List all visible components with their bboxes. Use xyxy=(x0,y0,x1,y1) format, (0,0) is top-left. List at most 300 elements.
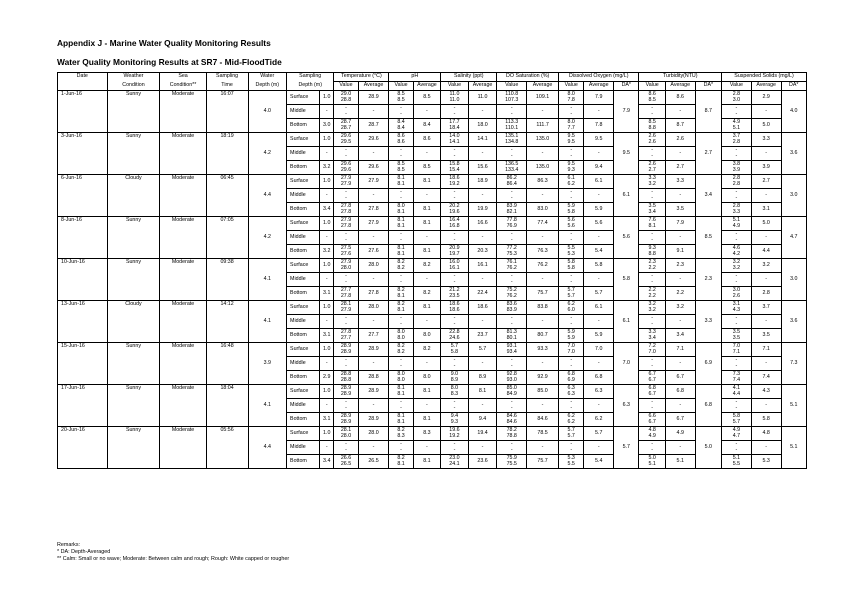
temperature-average: 28.0 xyxy=(358,259,389,273)
turbidity-values-reading-1: 9.3 xyxy=(648,244,656,251)
suspended-solids-average: 4.8 xyxy=(751,427,781,441)
do-saturation-values xyxy=(497,343,527,357)
do-saturation-values-reading-1: - xyxy=(510,104,513,111)
depth-level-cell: Middle xyxy=(287,399,320,413)
ph-values-reading-1: - xyxy=(400,146,402,153)
dissolved-oxygen-values-reading-2: - xyxy=(570,278,573,285)
sampling-time-cell: 18:04 xyxy=(206,385,248,427)
salinity-values-reading-2: 16.8 xyxy=(449,222,460,229)
dissolved-oxygen-values xyxy=(559,175,584,189)
do-saturation-values xyxy=(497,147,527,161)
ph-values-reading-1: 8.4 xyxy=(397,118,405,125)
dissolved-oxygen-values-reading-1: - xyxy=(570,398,573,405)
ph-values xyxy=(389,413,413,427)
salinity-average: 16.6 xyxy=(468,217,497,231)
turbidity-average: 2.7 xyxy=(665,161,695,175)
suspended-solids-values xyxy=(722,385,752,399)
ph-values-reading-1: 8.0 xyxy=(397,202,405,209)
salinity-average: - xyxy=(468,399,497,413)
dissolved-oxygen-values xyxy=(559,133,584,147)
turbidity-values xyxy=(639,189,665,203)
dissolved-oxygen-da: 7.0 xyxy=(614,343,639,385)
suspended-solids-values-reading-1: - xyxy=(735,104,738,111)
turbidity-da: 5.0 xyxy=(695,427,721,469)
ph-values xyxy=(389,91,413,105)
ph-values xyxy=(389,343,413,357)
turbidity-values-reading-2: 3.2 xyxy=(648,180,656,187)
dissolved-oxygen-average: - xyxy=(584,273,614,287)
dissolved-oxygen-values xyxy=(559,329,584,343)
suspended-solids-values xyxy=(722,413,752,427)
water-depth-cell: 3.9 xyxy=(248,343,287,385)
temperature-values-reading-2: 28.9 xyxy=(340,390,352,397)
salinity-average: 8.1 xyxy=(468,385,497,399)
do-saturation-values-reading-2: 75.5 xyxy=(506,460,517,467)
temperature-values xyxy=(334,203,358,217)
turbidity-values-reading-1: - xyxy=(651,272,654,279)
sampling-depth-cell: 1.0 xyxy=(320,91,334,105)
suspended-solids-values xyxy=(722,455,752,469)
depth-level-cell: Surface xyxy=(287,133,320,147)
dissolved-oxygen-values-reading-1: - xyxy=(570,272,573,279)
suspended-solids-values-reading-1: - xyxy=(735,314,738,321)
ph-values xyxy=(389,189,413,203)
ph-values-reading-2: - xyxy=(400,320,402,327)
turbidity-average: 3.3 xyxy=(665,175,695,189)
turbidity-average: 2.2 xyxy=(665,287,695,301)
do-saturation-average: - xyxy=(527,357,559,371)
temperature-values xyxy=(334,259,358,273)
dissolved-oxygen-average: - xyxy=(584,105,614,119)
dissolved-oxygen-values-reading-1: 5.9 xyxy=(567,202,575,209)
temperature-average: 27.8 xyxy=(358,287,389,301)
salinity-values xyxy=(441,357,469,371)
dissolved-oxygen-da: 7.9 xyxy=(614,91,639,133)
do-saturation-values-reading-1: 75.2 xyxy=(506,286,517,293)
suspended-solids-values-reading-1: 2.8 xyxy=(732,174,741,181)
temperature-values-reading-1: 27.9 xyxy=(340,216,352,223)
ph-values xyxy=(389,231,413,245)
salinity-average: - xyxy=(468,273,497,287)
suspended-solids-values xyxy=(722,245,752,259)
suspended-solids-values-reading-2: - xyxy=(735,110,738,117)
suspended-solids-values-reading-2: 2.8 xyxy=(732,138,741,145)
salinity-values xyxy=(441,315,469,329)
suspended-solids-values-reading-2: - xyxy=(735,236,738,243)
suspended-solids-average: 2.9 xyxy=(751,91,781,105)
temperature-average: 26.5 xyxy=(358,455,389,469)
do-saturation-average: 77.4 xyxy=(527,217,559,231)
do-saturation-values-reading-2: - xyxy=(510,404,513,411)
suspended-solids-values xyxy=(722,217,752,231)
salinity-average: - xyxy=(468,441,497,455)
temperature-values xyxy=(334,119,358,133)
suspended-solids-average: 5.3 xyxy=(751,455,781,469)
temperature-values-reading-2: - xyxy=(345,404,347,411)
suspended-solids-average: 3.5 xyxy=(751,329,781,343)
ph-values-reading-1: 8.5 xyxy=(397,90,405,97)
salinity-average: 11.0 xyxy=(468,91,497,105)
suspended-solids-average: 4.3 xyxy=(751,385,781,399)
salinity-values-reading-1: - xyxy=(453,230,456,237)
do-saturation-average: - xyxy=(527,315,559,329)
ph-average: - xyxy=(413,399,441,413)
sampling-depth-cell: 3.2 xyxy=(320,161,334,175)
salinity-values-reading-1: 23.0 xyxy=(449,454,460,461)
temperature-average: 28.8 xyxy=(358,371,389,385)
temperature-average: 27.6 xyxy=(358,245,389,259)
turbidity-values-reading-1: 2.2 xyxy=(648,286,656,293)
do-saturation-average: 92.9 xyxy=(527,371,559,385)
suspended-solids-values-reading-2: 3.9 xyxy=(732,166,741,173)
do-saturation-values xyxy=(497,455,527,469)
ph-values xyxy=(389,315,413,329)
suspended-solids-values xyxy=(722,427,752,441)
salinity-average: 23.6 xyxy=(468,455,497,469)
suspended-solids-values-reading-2: 2.8 xyxy=(732,180,741,187)
dissolved-oxygen-values-reading-2: 5.9 xyxy=(567,334,575,341)
temperature-average: 27.7 xyxy=(358,329,389,343)
sea-condition-cell: Moderate xyxy=(160,385,206,427)
ph-values xyxy=(389,441,413,455)
do-saturation-average: - xyxy=(527,231,559,245)
dissolved-oxygen-average: 6.1 xyxy=(584,175,614,189)
turbidity-values xyxy=(639,371,665,385)
do-saturation-values xyxy=(497,371,527,385)
header-average: Average xyxy=(468,82,497,91)
table-row xyxy=(58,259,807,273)
turbidity-average: 3.5 xyxy=(665,203,695,217)
turbidity-values-reading-2: - xyxy=(651,404,654,411)
do-saturation-values xyxy=(497,315,527,329)
temperature-values xyxy=(334,427,358,441)
depth-level-cell: Middle xyxy=(287,189,320,203)
dissolved-oxygen-values-reading-1: - xyxy=(570,356,573,363)
salinity-values-reading-1: 20.9 xyxy=(449,244,460,251)
temperature-values-reading-2: 28.8 xyxy=(340,96,352,103)
turbidity-values xyxy=(639,147,665,161)
salinity-values xyxy=(441,119,469,133)
dissolved-oxygen-average: - xyxy=(584,441,614,455)
do-saturation-values-reading-1: 113.3 xyxy=(505,118,519,125)
turbidity-values-reading-2: 2.7 xyxy=(648,166,656,173)
temperature-values xyxy=(334,357,358,371)
ph-average: 8.1 xyxy=(413,413,441,427)
ph-average: - xyxy=(413,441,441,455)
turbidity-values-reading-1: - xyxy=(651,314,654,321)
weather-cell: Sunny xyxy=(107,343,160,385)
dissolved-oxygen-da: 6.3 xyxy=(614,385,639,427)
temperature-values-reading-1: 28.1 xyxy=(340,300,352,307)
dissolved-oxygen-values xyxy=(559,231,584,245)
ph-average: 8.1 xyxy=(413,455,441,469)
dissolved-oxygen-values-reading-2: 6.2 xyxy=(567,180,575,187)
suspended-solids-values-reading-1: 3.8 xyxy=(732,160,741,167)
remarks-note-sea: ** Calm: Small or no wave; Moderate: Between calm and rough; Rough: White capped or rougher xyxy=(57,556,290,562)
temperature-values-reading-1: - xyxy=(345,146,347,153)
remarks-heading: Remarks: xyxy=(57,542,81,548)
turbidity-da: 8.5 xyxy=(695,217,721,259)
ph-values xyxy=(389,245,413,259)
ph-values xyxy=(389,105,413,119)
depth-level-cell: Bottom xyxy=(287,455,320,469)
do-saturation-values-reading-1: - xyxy=(510,230,513,237)
temperature-values-reading-2: 27.8 xyxy=(340,222,352,229)
do-saturation-values-reading-2: 75.3 xyxy=(506,250,517,257)
turbidity-values-reading-1: - xyxy=(651,230,654,237)
ph-values-reading-2: 8.1 xyxy=(397,180,405,187)
temperature-values-reading-2: - xyxy=(345,278,347,285)
dissolved-oxygen-values-reading-1: - xyxy=(570,104,573,111)
header-da: DA* xyxy=(614,82,639,91)
ph-values-reading-2: 8.5 xyxy=(397,166,405,173)
temperature-average: - xyxy=(358,399,389,413)
do-saturation-values-reading-1: 83.6 xyxy=(506,300,517,307)
sampling-depth-cell: 3.4 xyxy=(320,203,334,217)
header-sampling-depth: Sampling xyxy=(287,73,334,82)
dissolved-oxygen-values-reading-1: 7.0 xyxy=(567,342,575,349)
water-depth-cell: 4.2 xyxy=(248,133,287,175)
dissolved-oxygen-values xyxy=(559,413,584,427)
dissolved-oxygen-values-reading-2: - xyxy=(570,236,573,243)
salinity-values-reading-2: - xyxy=(453,110,456,117)
ph-values-reading-1: 8.2 xyxy=(397,454,405,461)
turbidity-values-reading-2: 7.0 xyxy=(648,348,656,355)
sampling-depth-cell: - xyxy=(320,147,334,161)
do-saturation-values-reading-1: - xyxy=(510,272,513,279)
suspended-solids-values-reading-1: 4.6 xyxy=(732,244,741,251)
depth-level-cell: Middle xyxy=(287,147,320,161)
suspended-solids-values-reading-1: 5.1 xyxy=(732,216,741,223)
temperature-values xyxy=(334,105,358,119)
dissolved-oxygen-average: 6.8 xyxy=(584,371,614,385)
temperature-values-reading-1: 27.8 xyxy=(340,202,352,209)
table-row xyxy=(58,175,807,189)
ph-average: 8.0 xyxy=(413,329,441,343)
depth-level-cell: Bottom xyxy=(287,203,320,217)
ph-average: 8.5 xyxy=(413,161,441,175)
turbidity-values-reading-2: 8.5 xyxy=(648,96,656,103)
temperature-values-reading-2: 29.6 xyxy=(340,166,352,173)
ph-values xyxy=(389,301,413,315)
suspended-solids-da: 3.0 xyxy=(781,259,806,301)
turbidity-da: 3.4 xyxy=(695,175,721,217)
salinity-values-reading-1: 22.8 xyxy=(449,328,460,335)
do-saturation-values xyxy=(497,91,527,105)
suspended-solids-values xyxy=(722,371,752,385)
sampling-depth-cell: 3.1 xyxy=(320,329,334,343)
ph-values xyxy=(389,119,413,133)
turbidity-values-reading-2: - xyxy=(651,194,654,201)
sampling-depth-cell: 3.2 xyxy=(320,245,334,259)
turbidity-average: 8.6 xyxy=(665,91,695,105)
do-saturation-values xyxy=(497,189,527,203)
weather-cell: Cloudy xyxy=(107,301,160,343)
do-saturation-values xyxy=(497,231,527,245)
ph-values xyxy=(389,385,413,399)
temperature-values-reading-2: - xyxy=(345,236,347,243)
ph-values-reading-2: 8.1 xyxy=(397,250,405,257)
do-saturation-values-reading-2: - xyxy=(510,236,513,243)
dissolved-oxygen-values-reading-2: 5.7 xyxy=(567,292,575,299)
ph-values-reading-1: 8.5 xyxy=(397,160,405,167)
do-saturation-values xyxy=(497,385,527,399)
temperature-average: 29.6 xyxy=(358,133,389,147)
temperature-values xyxy=(334,385,358,399)
do-saturation-values xyxy=(497,287,527,301)
salinity-values-reading-2: 8.3 xyxy=(450,390,459,397)
dissolved-oxygen-values-reading-2: - xyxy=(570,152,573,159)
date-cell: 13-Jun-16 xyxy=(58,301,108,343)
suspended-solids-da: 3.6 xyxy=(781,301,806,343)
depth-level-cell: Bottom xyxy=(287,329,320,343)
do-saturation-values xyxy=(497,175,527,189)
suspended-solids-values xyxy=(722,329,752,343)
dissolved-oxygen-values xyxy=(559,385,584,399)
temperature-values-reading-1: 27.8 xyxy=(340,328,352,335)
ph-values-reading-1: 8.1 xyxy=(397,244,405,251)
salinity-values-reading-2: 14.1 xyxy=(449,138,460,145)
do-saturation-values-reading-1: 83.9 xyxy=(506,202,517,209)
do-saturation-values-reading-2: 84.6 xyxy=(506,418,517,425)
salinity-values-reading-2: - xyxy=(453,362,456,369)
ph-values-reading-1: - xyxy=(400,188,402,195)
turbidity-values xyxy=(639,175,665,189)
suspended-solids-values xyxy=(722,105,752,119)
temperature-average: 28.9 xyxy=(358,343,389,357)
temperature-average: 27.8 xyxy=(358,203,389,217)
temperature-values-reading-1: 27.9 xyxy=(340,174,352,181)
dissolved-oxygen-values xyxy=(559,217,584,231)
suspended-solids-values-reading-2: - xyxy=(735,446,738,453)
turbidity-values xyxy=(639,329,665,343)
salinity-values-reading-2: 23.5 xyxy=(449,292,460,299)
suspended-solids-average: - xyxy=(751,105,781,119)
turbidity-values xyxy=(639,399,665,413)
turbidity-values xyxy=(639,161,665,175)
do-saturation-values xyxy=(497,119,527,133)
turbidity-values-reading-1: 3.5 xyxy=(648,202,656,209)
date-cell: 6-Jun-16 xyxy=(58,175,108,217)
salinity-average: 5.7 xyxy=(468,343,497,357)
ph-values-reading-2: 8.6 xyxy=(397,138,405,145)
depth-level-cell: Middle xyxy=(287,273,320,287)
sampling-depth-cell: 1.0 xyxy=(320,259,334,273)
suspended-solids-values xyxy=(722,343,752,357)
turbidity-average: - xyxy=(665,315,695,329)
dissolved-oxygen-average: 5.8 xyxy=(584,259,614,273)
header-row-2 xyxy=(58,82,807,91)
sampling-time-cell: 07:05 xyxy=(206,217,248,259)
dissolved-oxygen-average: 5.9 xyxy=(584,203,614,217)
header-sea-2: Condition** xyxy=(160,82,206,91)
dissolved-oxygen-values-reading-1: 5.6 xyxy=(567,216,575,223)
suspended-solids-values-reading-1: 5.8 xyxy=(732,412,741,419)
salinity-values-reading-2: - xyxy=(453,152,456,159)
salinity-values xyxy=(441,203,469,217)
weather-cell: Sunny xyxy=(107,217,160,259)
turbidity-values xyxy=(639,357,665,371)
temperature-values-reading-2: - xyxy=(345,362,347,369)
suspended-solids-values-reading-2: 5.5 xyxy=(732,460,741,467)
salinity-values-reading-1: - xyxy=(453,104,456,111)
ph-average: 8.4 xyxy=(413,119,441,133)
depth-level-cell: Middle xyxy=(287,315,320,329)
remarks xyxy=(57,542,289,563)
suspended-solids-values-reading-2: 5.1 xyxy=(732,124,741,131)
salinity-values xyxy=(441,175,469,189)
temperature-average: 28.9 xyxy=(358,385,389,399)
weather-cell: Sunny xyxy=(107,133,160,175)
ph-values-reading-2: 8.5 xyxy=(397,96,405,103)
salinity-values xyxy=(441,427,469,441)
ph-values-reading-1: - xyxy=(400,398,402,405)
suspended-solids-values-reading-1: 2.8 xyxy=(732,202,741,209)
temperature-values-reading-2: 28.0 xyxy=(340,432,352,439)
turbidity-values-reading-1: 6.6 xyxy=(648,412,656,419)
temperature-values xyxy=(334,133,358,147)
dissolved-oxygen-values-reading-2: 7.7 xyxy=(567,124,575,131)
depth-level-cell: Surface xyxy=(287,385,320,399)
suspended-solids-values-reading-1: 4.9 xyxy=(732,426,741,433)
temperature-values xyxy=(334,273,358,287)
do-saturation-values xyxy=(497,217,527,231)
turbidity-values xyxy=(639,287,665,301)
header-date-blank xyxy=(58,82,108,91)
turbidity-values-reading-2: - xyxy=(651,446,654,453)
sampling-depth-cell: 1.0 xyxy=(320,343,334,357)
ph-values-reading-1: 8.1 xyxy=(397,174,405,181)
sea-condition-cell: Moderate xyxy=(160,175,206,217)
temperature-average: 28.9 xyxy=(358,413,389,427)
suspended-solids-values xyxy=(722,189,752,203)
salinity-values-reading-1: 16.0 xyxy=(449,258,460,265)
turbidity-values-reading-1: 6.8 xyxy=(648,384,656,391)
header-sea: Sea xyxy=(160,73,206,82)
header-average: Average xyxy=(665,82,695,91)
ph-values-reading-1: - xyxy=(400,272,402,279)
table-row xyxy=(58,217,807,231)
do-saturation-values-reading-2: 107.3 xyxy=(505,96,519,103)
sea-condition-cell: Moderate xyxy=(160,91,206,133)
ph-average: 8.1 xyxy=(413,203,441,217)
suspended-solids-values-reading-2: 7.1 xyxy=(732,348,741,355)
turbidity-values xyxy=(639,343,665,357)
turbidity-values xyxy=(639,203,665,217)
dissolved-oxygen-values xyxy=(559,301,584,315)
suspended-solids-average: - xyxy=(751,315,781,329)
sampling-time-cell: 09:38 xyxy=(206,259,248,301)
sampling-depth-cell: - xyxy=(320,441,334,455)
ph-average: 8.2 xyxy=(413,287,441,301)
depth-level-cell: Middle xyxy=(287,357,320,371)
suspended-solids-values-reading-2: - xyxy=(735,194,738,201)
do-saturation-values-reading-1: - xyxy=(510,356,513,363)
ph-values-reading-1: - xyxy=(400,104,402,111)
suspended-solids-average: - xyxy=(751,147,781,161)
salinity-values-reading-1: 17.7 xyxy=(449,118,460,125)
suspended-solids-values-reading-1: 7.0 xyxy=(732,342,741,349)
salinity-values-reading-2: 9.3 xyxy=(450,418,459,425)
salinity-values-reading-2: 19.6 xyxy=(449,208,460,215)
ph-average: - xyxy=(413,357,441,371)
salinity-values-reading-1: - xyxy=(453,146,456,153)
do-saturation-values-reading-2: - xyxy=(510,152,513,159)
ph-values-reading-1: 8.0 xyxy=(397,370,405,377)
do-saturation-average: 80.7 xyxy=(527,329,559,343)
temperature-average: - xyxy=(358,105,389,119)
do-saturation-values-reading-2: 78.8 xyxy=(506,432,517,439)
